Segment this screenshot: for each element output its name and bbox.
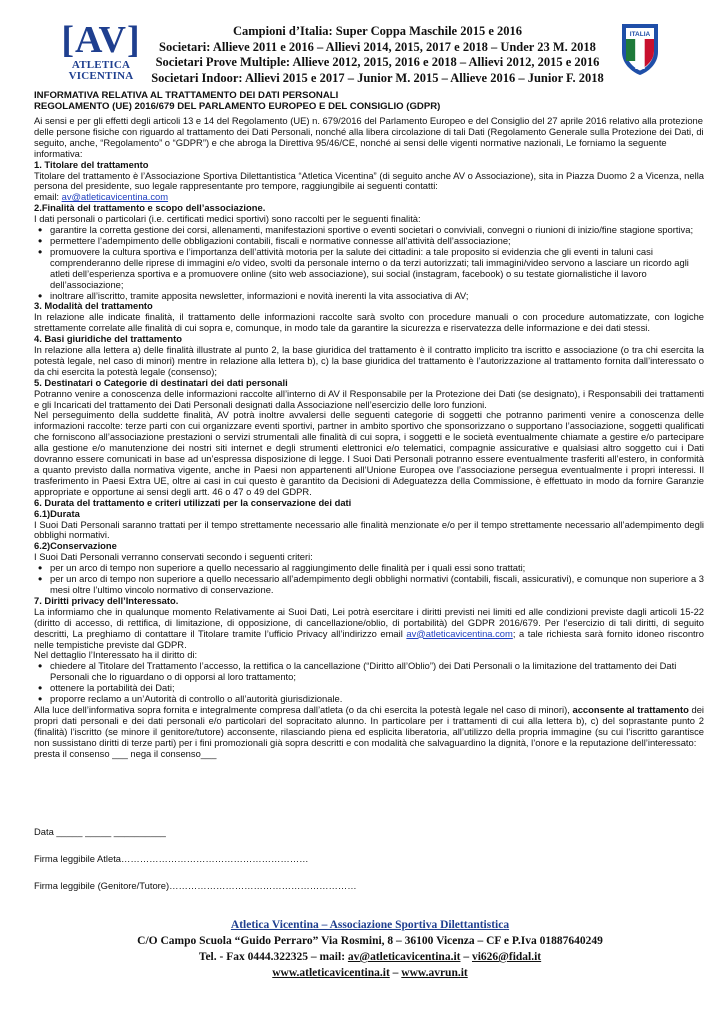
section-5-text-2: Nel perseguimento della suddette finalità, AV potrà inoltre avvalersi delle seguenti categorie di soggetti che potranno parimenti venire a conoscenza delle informazioni raccolte: terze parti con cui organizzare eventi sportivi, partner in ambito sportivo che sponsorizzano o supportano l’associazione, soggetti qualificati che forniscono all’associazione prestazioni o servizi strumentali alle finalità di cui sopra, i soggetti e le società eventualmente chiamate a gestire e/o partecipare alla gestione e/o manutenzione dei nostri siti internet e degli strumenti elettronici e/o telematici, compagnie assicurative e qualsiasi altro soggetto cui i Dati dovranno essere comunicati in base ad un’espressa disposizione di legge. I Suoi Dati Personali potranno essere eventualmente trasferiti all’estero, in conformità a quanto previsto dalla normativa vigente, anche in Paesi non appartenenti all’Unione Europea ove l’associazione persegua eventualmente i propri interessi. Il trasferimento in Paesi Extra UE, oltre ai casi in cui questo è garantito da Decisioni di Adeguatezza della Commissione, è effettuato in modo da fornire Garanzie appropriate e opportune ai sensi degli artt. 46 o 47 o 49 del GDPR. [34, 409, 704, 497]
shield-label: ITALIA [629, 31, 651, 38]
section-7-list [34, 661, 704, 705]
section-5-text-1: Potranno venire a conoscenza delle informazioni raccolte all’interno di AV il Responsabile per la Protezione dei Dati (se designato), i Responsabili dei trattamenti e gli Incaricati del trattamento dei Dati Personali designati dalla Associazione nell’esercizio delle loro funzioni. [34, 387, 704, 410]
footer-line-4 [110, 965, 630, 981]
section-6-1-text: I Suoi Dati Personali saranno trattati per il tempo strettamente necessario alle finalità menzionate e/o per il tempo strettamente necessario all’adempimento degli obblighi normativi. [34, 518, 704, 541]
consent-text-a: Alla luce dell’informativa sopra fornita e integralmente compresa dall’atleta (o da chi esercita la potestà legale nel caso di minori), [34, 703, 573, 715]
list-item: • per un arco di tempo non superiore a quello necessario al raggiungimento delle finalità per i quali essi sono trattati; [50, 563, 704, 574]
section-2-list [34, 225, 704, 301]
section-3-title: 3. Modalità del trattamento [34, 300, 153, 312]
date-field[interactable]: Data _____ _____ __________ [34, 826, 166, 837]
email-label: email: [34, 191, 62, 203]
privacy-notice [34, 91, 704, 759]
doc-title-2: REGOLAMENTO (UE) 2016/679 DEL PARLAMENTO EUROPEO E DEL CONSIGLIO (GDPR) [34, 100, 441, 112]
italia-shield-icon [620, 22, 660, 76]
consent-choice-line[interactable]: presta il consenso ___ nega il consenso___ [34, 747, 217, 759]
footer-line-2: C/O Campo Scuola “Guido Perraro” Via Rosmini, 8 – 36100 Vicenza – CF e P.Iva 01887640249 [137, 935, 603, 947]
footer-separator: – [389, 967, 402, 979]
letterhead-titles [150, 24, 605, 86]
section-2-title: 2.Finalità del trattamento e scopo dell’associazione. [34, 202, 266, 214]
logo-mark: [AV] [61, 19, 141, 61]
section-5-title: 5. Destinatari o Categorie di destinatari dei dati personali [34, 376, 288, 388]
footer-website-link-1[interactable]: www.atleticavicentina.it [272, 967, 390, 979]
consent-text-b: dei propri dati personali e dei dati personali e/o particolari del sopracitato alunno. In particolare per i trattamenti di cui alla lettera b), c) del soprastante punto 2 (finalità) l’iscritto (se minore il genitore/tutore) acconsente, rilasciando piena ed esplicita liberatoria, all’utilizzo della propria immagine (su cui l’iscritto garantisce non sussistano diritti di terze parti) per i fini promozionali già sopra descritti e con modalità che salvaguardino la dignità, l’onore e la reputazione dell’interessato: [34, 703, 704, 748]
section-4-text: In relazione alla lettera a) delle finalità illustrate al punto 2, la base giuridica del trattamento è il contratto implicito tra iscritto e associazione (o tra chi esercita la potestà legale, nel caso di minori) mentre in relazione alla lettera b), c) la base giuridica del trattamento è l’autorizzazione al trattamento fornita dall’interessato o da chi esercita la potestà legale (consenso); [34, 344, 704, 377]
footer-contact-text: Tel. - Fax 0444.322325 – mail: [198, 951, 348, 963]
footer-website-link-2[interactable]: www.avrun.it [401, 967, 468, 979]
letterhead-footer [110, 917, 630, 981]
list-item: • promuovere la cultura sportiva e l’importanza dell’attività motoria per la salute dei cittadini: a tale proposito si evidenzia che gli eventi in taluni casi comprenderanno delle riprese di immagini e/o video, svolti da personale interno o da terzi autorizzati; tali immagini/video servono a lasciare un ricordo agli atleti dell’esperienza sportiva e a promuovere online (sito web associazione), sui social (instagram, facebook) o su testate giornalistiche il lavoro dell’associazione; [50, 247, 704, 291]
section-3-text: In relazione alle indicate finalità, il trattamento delle informazioni raccolte sarà svolto con procedure manuali o con procedure automatizzate, con logiche strettamente correlate alle finalità di cui sopra e, comunque, in modo tale da garantire la sicurezza e riservatezza delle informazione e dei dati stessi. [34, 311, 704, 334]
section-1-title: 1. Titolare del trattamento [34, 158, 149, 170]
section-2-text: I dati personali o particolari (i.e. certificati medici sportivi) sono raccolti per le seguenti finalità: [34, 213, 421, 225]
guardian-signature-field[interactable]: Firma leggibile (Genitore/Tutore)…………………………………………………… [34, 880, 357, 891]
list-item: • garantire la corretta gestione dei corsi, allenamenti, manifestazioni sportive o eventi societari o conviviali, convegni o riunioni di inizio/fine stagione sportiva; [50, 225, 704, 236]
header-line-3: Societari Prove Multiple: Allieve 2012, 2015, 2016 e 2018 – Allievi 2012, 2015 e 2016 [155, 55, 600, 69]
section-7-text-2: Nel dettaglio l’Interessato ha il diritto di: [34, 649, 198, 661]
footer-email-link-2[interactable]: vi626@fidal.it [471, 951, 542, 963]
club-logo [60, 20, 142, 82]
section-6-2-list [34, 563, 704, 596]
list-item: • ottenere la portabilità dei Dati; [50, 683, 704, 694]
section-6-1-title: 6.1)Durata [34, 507, 80, 519]
list-item: • chiedere al Titolare del Trattamento l’accesso, la rettifica o la cancellazione (“Diritto all’Oblio”) dei Dati Personali o la limitazione del trattamento dei Dati Personali che lo riguardano o di opporsi al loro trattamento; [50, 661, 704, 683]
list-item: • proporre reclamo a un’Autorità di controllo o all’autorità giurisdizionale. [50, 694, 704, 705]
footer-email-link-1[interactable]: av@atleticavicentina.it [347, 951, 461, 963]
section-7-text-1b: ; a tale richiesta sarà fornito idoneo riscontro nelle tempistiche previste dal GDPR. [34, 627, 704, 650]
list-item: • inoltrare all’iscritto, tramite apposita newsletter, informazioni e novità inerenti la vita associativa di AV; [50, 291, 704, 302]
list-item: • per un arco di tempo non superiore a quello necessario all’adempimento degli obblighi normativi (contabili, fiscali, assicurativi), e comunque non superiore a 3 mesi oltre l’ultimo vincolo normativo di conservazione. [50, 574, 704, 596]
header-line-2: Societari: Allieve 2011 e 2016 – Allievi 2014, 2015, 2017 e 2018 – Under 23 M. 2018 [159, 39, 596, 54]
header-line-1: Campioni d’Italia: Super Coppa Maschile 2015 e 2016 [232, 24, 523, 38]
logo-name-line1: ATLETICA [71, 59, 131, 71]
consent-paragraph [34, 705, 704, 749]
section-4-title: 4. Basi giuridiche del trattamento [34, 333, 182, 345]
email-link[interactable]: av@atleticavicentina.com [61, 191, 169, 203]
athlete-signature-field[interactable]: Firma leggibile Atleta…………………………………………………… [34, 853, 309, 864]
privacy-email-link[interactable]: av@atleticavicentina.com [406, 627, 513, 639]
intro-paragraph: Ai sensi e per gli effetti degli articoli 13 e 14 del Regolamento (UE) n. 679/2016 del Parlamento Europeo e del Consiglio del 27 aprile 2016 relativo alla protezione delle persone fisiche con riguardo al trattamento dei Dati Personali, nonché alla libera circolazione di tali Dati (Regolamento Generale sulla Protezione dei Dati, di seguito, anche, “Regolamento” o “GDPR”) e che abroga la Direttiva 95/46/CE, nonché ai sensi delle vigenti normative nazionali, Le forniamo la seguente informativa: [34, 115, 704, 159]
logo-name-line2: VICENTINA [68, 70, 134, 82]
doc-title-1: INFORMATIVA RELATIVA AL TRATTAMENTO DEI DATI PERSONALI [34, 90, 339, 101]
section-7-title: 7. Diritti privacy dell’Interessato. [34, 594, 179, 606]
section-6-title: 6. Durata del trattamento e criteri utilizzati per la conservazione dei dati [34, 496, 352, 508]
footer-line-1: Atletica Vicentina – Associazione Sportiva Dilettantistica [230, 919, 510, 931]
section-1-text: Titolare del trattamento è l’Associazione Sportiva Dilettantistica “Atletica Vicentina” (di seguito anche AV o Associazione), sita in Piazza Duomo 2 a Vicenza, nella persona del presidente, suo legale rappresentante pro tempore, raggiungibile ai seguenti contatti: [34, 169, 704, 192]
section-7-text-1 [34, 607, 704, 651]
list-item: • permettere l’adempimento delle obbligazioni contabili, fiscali e normative connesse all’attività dell’associazione; [50, 236, 704, 247]
section-6-2-title: 6.2)Conservazione [34, 540, 117, 552]
header-line-4: Societari Indoor: Allievi 2015 e 2017 – Junior M. 2015 – Allieve 2016 – Junior F. 2018 [151, 70, 604, 85]
footer-separator: – [460, 951, 472, 963]
consent-text-bold: acconsente al trattamento [572, 703, 689, 715]
section-7-text-1a: La informiamo che in qualunque momento Relativamente ai Suoi Dati, Lei potrà esercitare i diritti previsti nei limiti ed alle condizioni previste dagli articoli 15-22 (diritto di accesso, di rettifica, di limitazione, di opposizione, di cancellazione/oblio, di portabilità) del GDPR 2016/679. Per l’esercizio di tali diritti, di seguito descritti, La preghiamo di contattare il Titolare tramite l’ufficio Privacy all’indirizzo email [34, 605, 704, 639]
footer-line-3 [110, 949, 630, 965]
section-6-2-text: I Suoi Dati Personali verranno conservati secondo i seguenti criteri: [34, 551, 313, 563]
